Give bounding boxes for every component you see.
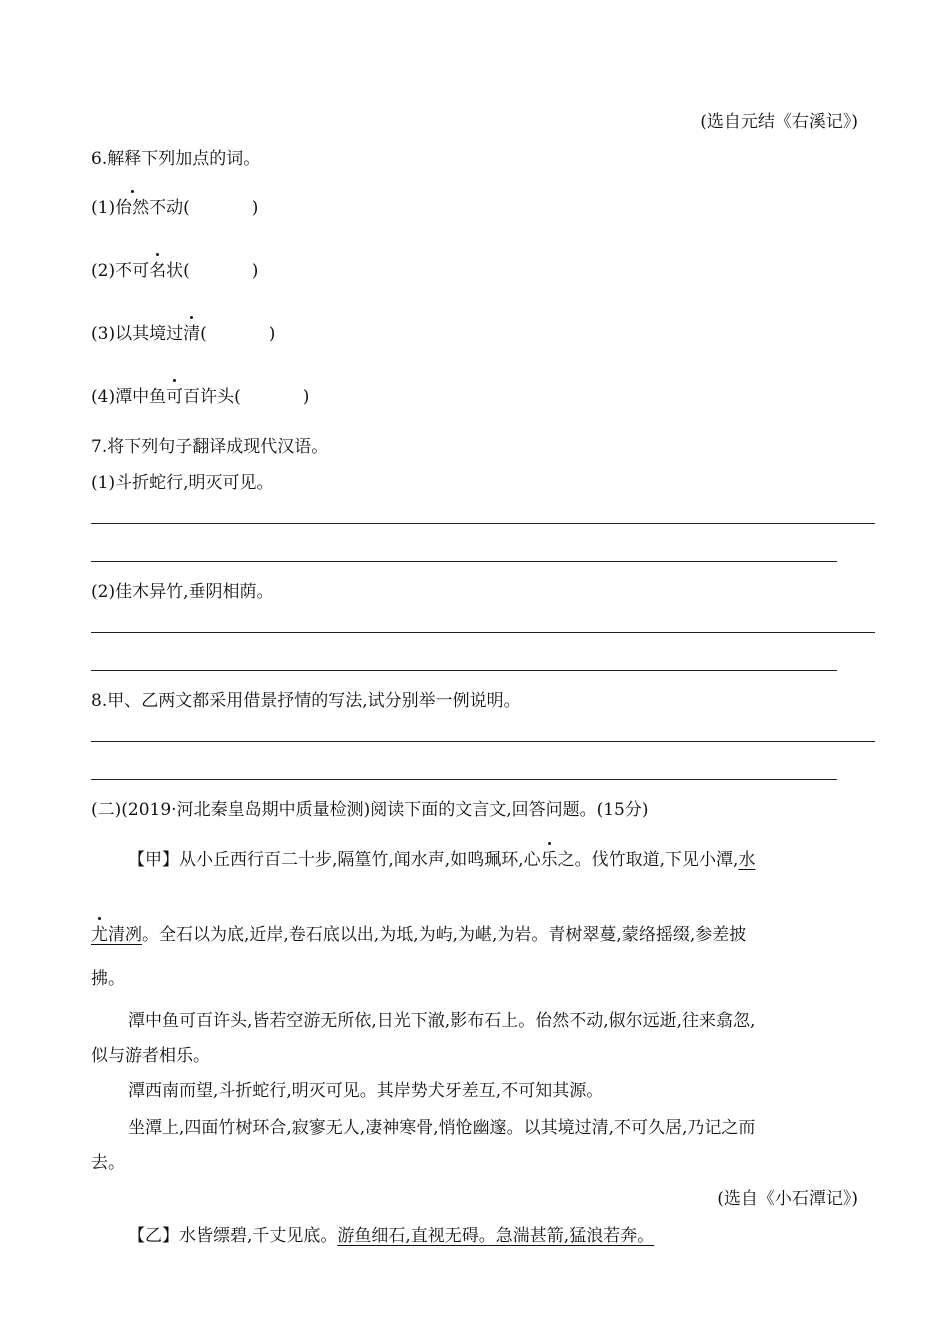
dotted-word: 名 <box>149 261 167 281</box>
q8-title: 8.甲、乙两文都采用借景抒情的写法,试分别举一例说明。 <box>91 691 521 711</box>
underlined-text: 游鱼细石,直视无碍。急湍甚箭,猛浪若奔。 <box>337 1226 655 1246</box>
source-xiaoshitan: (选自《小石潭记》) <box>717 1189 858 1209</box>
q6-item-3: (3)以其境过清( ) <box>91 324 276 344</box>
q6-title: 6.解释下列加点的词。 <box>91 149 261 169</box>
q6-item-2: (2)不可名状( ) <box>91 261 259 281</box>
q6-item-4: (4)潭中鱼可百许头( ) <box>91 387 310 407</box>
jia-para1-line2: 尤清冽。全石以为底,近岸,卷石底以出,为坻,为屿,为嵁,为岩。青树翠蔓,蒙络摇缀,参差披 <box>91 925 747 945</box>
answer-line[interactable] <box>91 523 875 524</box>
dotted-word: 佁然 <box>115 198 150 218</box>
dotted-word: 乐 <box>540 850 558 870</box>
jia-para4-line2: 去。 <box>91 1153 125 1173</box>
jia-para2-line2: 似与游者相乐。 <box>91 1046 210 1066</box>
dotted-word: 可 <box>166 387 184 407</box>
answer-line[interactable] <box>91 561 837 562</box>
answer-line[interactable] <box>91 741 875 742</box>
dotted-word: 清 <box>183 324 201 344</box>
dotted-word: 尤 <box>91 925 108 945</box>
source-youxi: (选自元结《右溪记》) <box>700 112 858 132</box>
q6-item-1: (1)佁然不动( ) <box>91 198 259 218</box>
jia-para2-line1: 潭中鱼可百许头,皆若空游无所依,日光下澈,影布石上。佁然不动,俶尔远逝,往来翕忽, <box>128 1011 756 1031</box>
jia-para3: 潭西南而望,斗折蛇行,明灭可见。其岸势犬牙差互,不可知其源。 <box>128 1081 604 1101</box>
jia-para1-line1: 【甲】从小丘西行百二十步,隔篁竹,闻水声,如鸣珮环,心乐之。伐竹取道,下见小潭,水 <box>128 850 756 870</box>
answer-line[interactable] <box>91 670 837 671</box>
answer-line[interactable] <box>91 779 837 780</box>
answer-line[interactable] <box>91 632 875 633</box>
underlined-text: 清冽 <box>108 925 142 945</box>
q7-sentence-2: (2)佳木异竹,垂阴相荫。 <box>91 582 274 602</box>
q7-sentence-1: (1)斗折蛇行,明灭可见。 <box>91 473 274 493</box>
underlined-text: 水 <box>738 850 756 870</box>
q7-title: 7.将下列句子翻译成现代汉语。 <box>91 437 329 457</box>
jia-para4-line1: 坐潭上,四面竹树环合,寂寥无人,凄神寒骨,悄怆幽邃。以其境过清,不可久居,乃记之而 <box>128 1118 756 1138</box>
section2-heading: (二)(2019·河北秦皇岛期中质量检测)阅读下面的文言文,回答问题。(15分) <box>91 800 649 820</box>
yi-para: 【乙】水皆缥碧,千丈见底。游鱼细石,直视无碍。急湍甚箭,猛浪若奔。 <box>128 1226 655 1246</box>
jia-para1-line3: 拂。 <box>91 969 125 989</box>
